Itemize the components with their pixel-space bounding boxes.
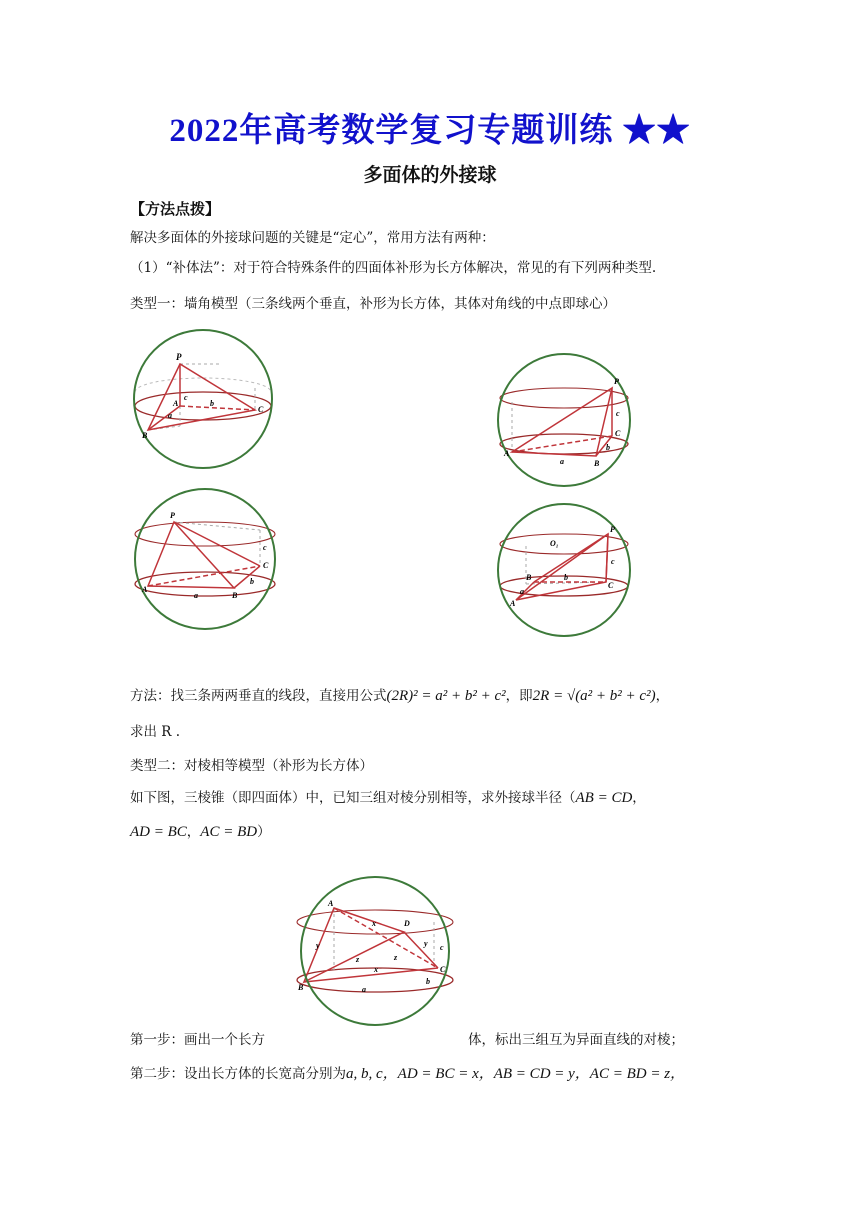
label-b: b: [564, 573, 568, 582]
label-c: c: [611, 557, 615, 566]
type2-description-line2: [130, 822, 271, 842]
type2-desc-prefix: 如下图，三棱锥（即四面体）中，已知三组对棱分别相等，求外接球半径（: [130, 790, 576, 806]
label-C: C: [615, 429, 621, 438]
label-c: c: [263, 543, 267, 552]
label-B: B: [232, 591, 238, 600]
label-c: c: [616, 409, 620, 418]
step2-equations: ，AD = BC = x，AB = CD = y，AC = BD = z，: [382, 1066, 686, 1082]
label-B: B: [298, 983, 304, 992]
eq-ad-bc: AD = BC: [130, 824, 187, 840]
label-b: b: [250, 577, 254, 586]
label-b: b: [606, 443, 610, 452]
label-C: C: [608, 581, 614, 590]
label-B: B: [594, 459, 600, 468]
label-P: P: [176, 352, 182, 362]
type2-sep: ，: [632, 790, 646, 806]
type2-close: ）: [257, 824, 271, 840]
type2-description: [130, 788, 646, 808]
label-a: a: [560, 457, 564, 466]
label-x-bottom: x: [374, 965, 378, 974]
type1-text: 类型一：墙角模型（三条线两个垂直，补形为长方体，其体对角线的中点即球心）: [130, 296, 616, 312]
method-suffix: ，: [655, 688, 670, 704]
step2-line: [130, 1064, 685, 1084]
label-b: b: [426, 977, 430, 986]
method-mid: ，即: [505, 688, 533, 704]
formula-2r: 2R = √(a² + b² + c²): [532, 688, 656, 704]
label-a: a: [520, 587, 524, 596]
method-line2: 求出 R .: [130, 724, 181, 740]
label-P: P: [614, 377, 619, 386]
label-C: C: [263, 561, 269, 570]
label-A: A: [510, 599, 516, 608]
label-z-left: z: [356, 955, 360, 964]
page-subtitle: 多面体的外接球: [363, 164, 497, 186]
method1-text: （1）“补体法”：对于符合特殊条件的四面体补形为长方体解决，常见的有下列两种类型.: [130, 260, 657, 276]
label-C: C: [440, 965, 446, 974]
method-prefix: 方法：找三条两两垂直的线段，直接用公式: [130, 688, 387, 704]
label-B: B: [526, 573, 532, 582]
label-D: D: [404, 919, 410, 928]
label-z-right: z: [394, 953, 398, 962]
type2-text: 类型二：对棱相等模型（补形为长方体）: [130, 758, 373, 774]
label-y-left: y: [316, 941, 320, 950]
label-P: P: [170, 511, 175, 520]
formula-sum-of-squares: (2R)² = a² + b² + c²: [386, 688, 506, 704]
figure-wall-model-4: [496, 502, 632, 638]
type2-sep2: ，: [186, 824, 201, 840]
eq-ac-bd: AC = BD: [200, 824, 258, 840]
label-C: C: [258, 405, 264, 414]
label-a: a: [168, 411, 172, 420]
label-A: A: [328, 899, 334, 908]
label-A: A: [504, 449, 510, 458]
label-A: A: [142, 585, 148, 594]
label-P: P: [610, 525, 615, 534]
figure-wall-model-3: [130, 484, 280, 634]
label-c: c: [440, 943, 444, 952]
label-O1: O₁: [550, 539, 559, 548]
step1-right: 体，标出三组互为异面直线的对棱；: [468, 1032, 684, 1048]
step2-vars: a, b, c: [346, 1066, 383, 1082]
label-a: a: [194, 591, 198, 600]
section-heading: 【方法点拨】: [130, 200, 221, 218]
label-a: a: [362, 985, 366, 994]
step2-prefix: 第二步：设出长方体的长宽高分别为: [130, 1066, 346, 1082]
step1-left: 第一步：画出一个长方: [130, 1032, 265, 1048]
intro-text: 解决多面体的外接球问题的关键是“定心”，常用方法有两种：: [130, 230, 495, 246]
label-y-right: y: [424, 939, 428, 948]
figure-wall-model-1: [130, 326, 276, 472]
label-b: b: [210, 399, 214, 408]
label-B: B: [142, 431, 148, 440]
method-formula-line: [130, 686, 669, 706]
label-x-top: x: [372, 919, 376, 928]
label-A: A: [173, 399, 179, 408]
page-title: 2022年高考数学复习专题训练 ★★: [169, 113, 691, 149]
figure-equal-opposite-edges: [294, 876, 456, 1026]
figure-wall-model-2: [496, 352, 632, 488]
label-c: c: [184, 393, 188, 402]
eq-ab-cd: AB = CD: [575, 790, 633, 806]
